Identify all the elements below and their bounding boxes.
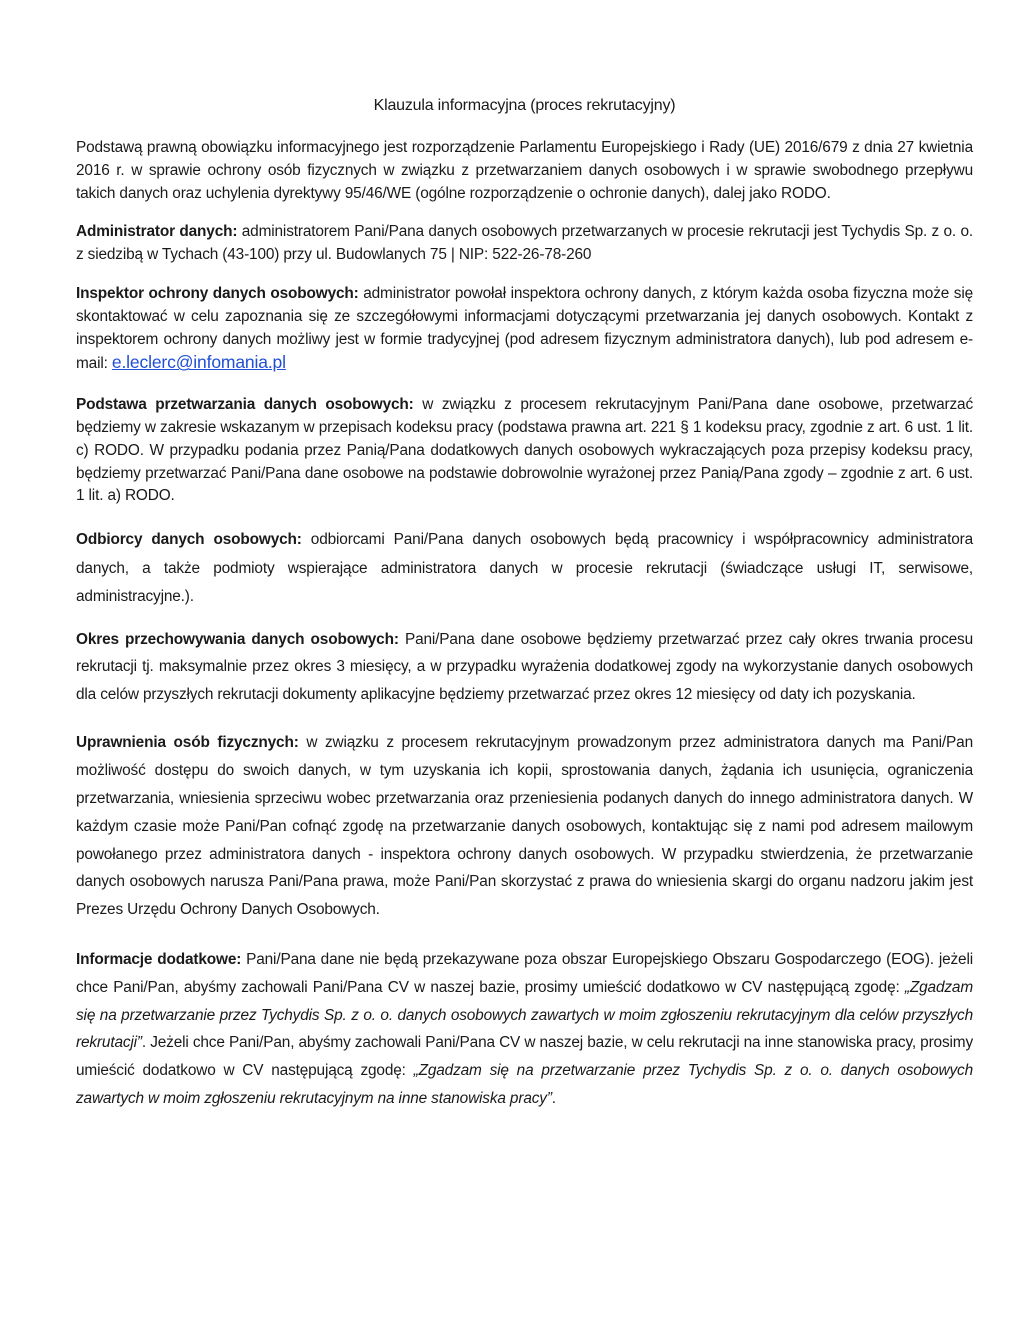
- retention-section: [76, 626, 973, 709]
- recipients-text: odbiorcami Pani/Pana danych osobowych będą pracownicy i współpracownicy administratora danych, a także podmioty wspierające administratora danych w procesie rekrutacji (świadczące usługi IT, serwisowe, administracyjne.).: [76, 531, 973, 606]
- additional-text-3: .: [551, 1090, 556, 1107]
- inspector-section: [76, 283, 973, 376]
- document-page: [76, 96, 973, 1113]
- administrator-text: administratorem Pani/Pana danych osobowych przetwarzanych w procesie rekrutacji jest Tychydis Sp. z o. o. z siedzibą w Tychach (43-100) przy ul. Budowlanych 75 | NIP: 522-26-78-260: [76, 223, 973, 264]
- intro-paragraph: Podstawą prawną obowiązku informacyjnego jest rozporządzenie Parlamentu Europejskiego i Rady (UE) 2016/679 z dnia 27 kwietnia 2016 r. w sprawie ochrony osób fizycznych w związku z przetwarzaniem danych osobowych i w sprawie swobodnego przepływu takich danych oraz uchylenia dyrektywy 95/46/WE (ogólne rozporządzenie o ochronie danych), dalej jako RODO.: [76, 139, 973, 202]
- additional-section: [76, 946, 973, 1113]
- basis-text: w związku z procesem rekrutacyjnym Pani/Pana dane osobowe, przetwarzać będziemy w zakresie wskazanym w przepisach kodeksu pracy (podstawa prawna art. 221 § 1 kodeksu pracy, zgodnie z art. 6 ust. 1 lit. c) RODO. W przypadku podania przez Panią/Pana dodatkowych danych osobowych wykraczających poza przepisy kodeksu pracy, będziemy przetwarzać Pani/Pana dane osobowe na podstawie dobrowolnie wyrażonej przez Panią/Pana zgody – zgodnie z art. 6 ust. 1 lit. a) RODO.: [76, 396, 973, 505]
- inspector-text: administrator powołał inspektora ochrony danych, z którym każda osoba fizyczna może się skontaktować w celu zapoznania się ze szczegółowymi informacjami dotyczącymi przetwarzania jej danych osobowych. Kontakt z inspektorem ochrony danych możliwy jest w formie tradycyjnej (pod adresem fizycznym administratora danych), lub pod adresem e-mail:: [76, 284, 973, 373]
- additional-heading: Informacje dodatkowe:: [76, 951, 242, 969]
- retention-heading: Okres przechowywania danych osobowych:: [76, 630, 399, 648]
- additional-text-2: . Jeżeli chce Pani/Pan, abyśmy zachowali Pani/Pana CV w naszej bazie, w celu rekrutacji na inne stanowiska pracy, prosimy umieścić dodatkowo w CV następującą zgodę:: [76, 1034, 973, 1080]
- consent-clause-other-positions: „Zgadzam się na przetwarzanie przez Tychydis Sp. z o. o. danych osobowych zawartych w moim zgłoszeniu rekrutacyjnym na inne stanowiska pracy”: [76, 1062, 973, 1107]
- basis-heading: Podstawa przetwarzania danych osobowych:: [76, 396, 414, 414]
- rights-heading: Uprawnienia osób fizycznych:: [76, 734, 299, 752]
- inspector-heading: Inspektor ochrony danych osobowych:: [76, 284, 359, 302]
- retention-text: Pani/Pana dane osobowe będziemy przetwarzać przez cały okres trwania procesu rekrutacji tj. maksymalnie przez okres 3 miesięcy, a w przypadku wyrażenia dodatkowej zgody na wykorzystanie danych osobowych dla celów przyszłych rekrutacji dokumenty aplikacyjne będziemy przetwarzać przez okres 12 miesięcy od daty ich pozyskania.: [76, 630, 974, 703]
- document-title: Klauzula informacyjna (proces rekrutacyjny): [373, 97, 676, 114]
- inspector-email-link[interactable]: e.leclerc@infomania.pl: [111, 352, 286, 373]
- administrator-section: [76, 221, 973, 267]
- rights-section: [76, 729, 973, 924]
- recipients-heading: Odbiorcy danych osobowych:: [76, 531, 302, 549]
- rights-text: w związku z procesem rekrutacyjnym prowadzonym przez administratora danych ma Pani/Pan możliwość dostępu do swoich danych, w tym uzyskania ich kopii, sprostowania danych, żądania ich usunięcia, ograniczenia przetwarzania, wniesienia sprzeciwu wobec przetwarzania oraz przeniesienia podanych danych do innego administratora danych. W każdym czasie może Pani/Pan cofnąć zgodę na przetwarzanie danych osobowych, kontaktując się z nami pod adresem mailowym powołanego przez administratora danych - inspektora ochrony danych osobowych. W przypadku stwierdzenia, że przetwarzanie danych osobowych narusza Pani/Pana prawa, może Pani/Pan skorzystać z prawa do wniesienia skargi do organu nadzoru jakim jest Prezes Urzędu Ochrony Danych Osobowych.: [76, 734, 973, 919]
- basis-section: [76, 394, 973, 508]
- additional-text-1: Pani/Pana dane nie będą przekazywane poza obszar Europejskiego Obszaru Gospodarczego (EOG). jeżeli chce Pani/Pan, abyśmy zachowali Pani/Pana CV w naszej bazie, prosimy umieścić dodatkowo w CV następującą zgodę:: [76, 951, 973, 996]
- recipients-section: [76, 526, 973, 612]
- consent-clause-future: „Zgadzam się na przetwarzanie przez Tychydis Sp. z o. o. danych osobowych zawartych w moim zgłoszeniu rekrutacyjnym dla celów przyszłych rekrutacji”: [76, 978, 973, 1052]
- administrator-heading: Administrator danych:: [76, 223, 238, 241]
